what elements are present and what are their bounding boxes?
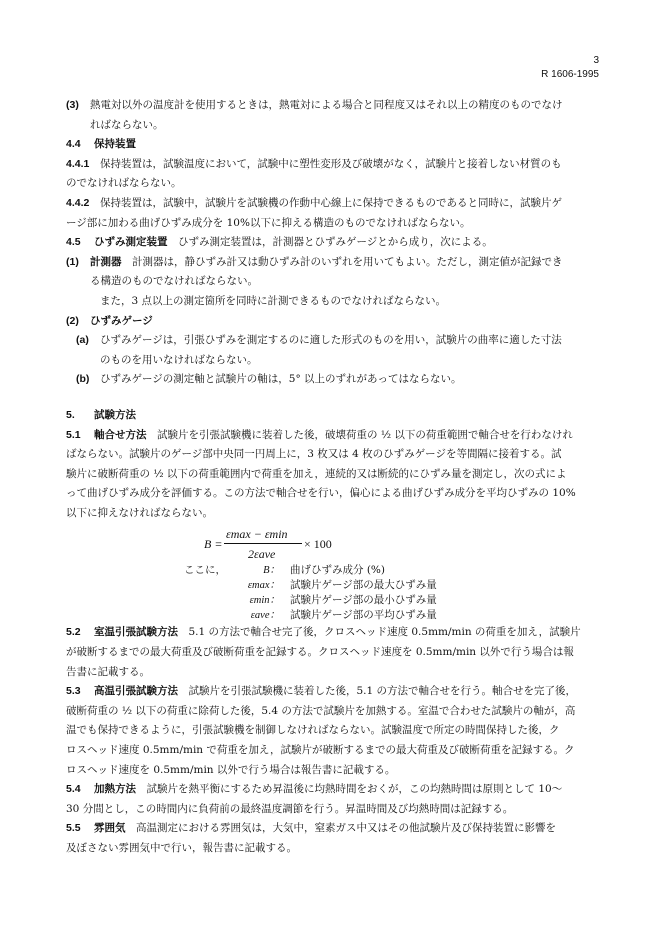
item-4-5-2-b: (b) ひずみゲージの測定軸と試験片の軸は，5° 以上のずれがあってはならない。 [76,373,462,386]
definition-row: εave： 試験片ゲージ部の平均ひずみ量 [250,609,437,622]
clause-5-4: 5.4 加熱方法 試験片を熱平衡にするため昇温後に均熱時間をおくが，この均熱時間は原則として 10〜 [66,783,563,796]
section-gap [66,390,594,406]
clause-4-4-1-cont: のでなければならない。 [66,177,182,190]
formula-multiplier: × 100 [304,537,332,552]
item-4-5-1-cont2: また，3 点以上の測定箇所を同時に計測できるものでなければならない。 [100,294,447,307]
clause-5-5: 5.5 雰囲気 高温測定における雰囲気は，大気中，窒素ガス中又はその他試験片及び保持装置に影響を [66,822,556,835]
item-4-5-2-a-cont: のものを用いなければならない。 [100,353,258,366]
clause-5-5-line2: 及ぼさない雰囲気中で行い，報告書に記載する。 [66,842,297,854]
page-number: 3 [593,55,599,66]
clause-5-1-line4: って曲げひずみ成分を評価する。この方法で軸合せを行い，偏心による曲げひずみ成分を平均ひずみの 10% [66,487,576,500]
item-3-cont: ればならない。 [90,118,164,131]
clause-4-4-1: 4.4.1 保持装置は，試験温度において，試験中に塑性変形及び破壊がなく，試験片と接着しない材質のも [66,157,562,170]
clause-5-2: 5.2 室温引張試験方法 5.1 の方法で軸合せ完了後，クロスヘッド速度 0.5mm/min の荷重を加え，試験片 [66,626,581,639]
clause-4-4-2-cont: ージ部に加わる曲げひずみ成分を 10%以下に抑える構造のものでなければならない。 [66,216,471,229]
clause-5-1: 5.1 軸合せ方法 試験片を引張試験機に装着した後，破壊荷重の ½ 以下の荷重範囲で軸合せを行わなけれ [66,428,573,441]
section-4-5-heading: 4.5 ひずみ測定装置 ひずみ測定装置は，計測器とひずみゲージとから成り，次による。 [66,236,493,249]
clause-5-4-line2: 30 分間とし，この時間内に負荷前の最終温度調節を行う。昇温時間及び均熱時間は記録する。 [66,802,514,815]
item-4-5-1-cont: る構造のものでなければならない。 [90,275,258,288]
document-code: R 1606-1995 [541,69,599,80]
clause-5-2-line2: が破断するまでの最大荷重及び破断荷重を記録する。クロスヘッド速度を 0.5mm/min 以外で行う場合は報 [66,646,574,659]
clause-5-3: 5.3 高温引張試験方法 試験片を引張試験機に装着した後，5.1 の方法で軸合せを行う。軸合せを完了後， [66,685,577,698]
definition-row: εmax： 試験片ゲージ部の最大ひずみ量 [247,579,437,592]
clause-5-3-line2: 破断荷重の ½ 以下の荷重に除荷した後，5.4 の方法で試験片を加熱する。室温で合わせた試験片の軸が，高 [66,704,576,717]
section-4-4-heading: 4.4 保持装置 [66,138,136,151]
definition-row: ここに， B： 曲げひずみ成分 (%) [184,564,386,577]
document-body [66,96,594,859]
item-4-5-1: (1) 計測器 計測器は，静ひずみ計又は動ひずみ計のいずれを用いてもよい。ただし，測定値が記録でき [66,255,563,268]
bending-strain-formula [204,523,594,563]
definition-row: εmin： 試験片ゲージ部の最小ひずみ量 [249,594,437,607]
clause-5-2-line3: 告書に記載する。 [66,665,150,678]
clause-4-4-2: 4.4.2 保持装置は，試験中，試験片を試験機の作動中心線上に保持できるものであると同時に，試験片ゲ [66,196,562,209]
item-3: (3) 熱電対以外の温度計を使用するときは，熱電対による場合と同程度又はそれ以上の精度のものでなけ [66,99,563,111]
item-4-5-2-a: (a) ひずみゲージは，引張ひずみを測定するのに適した形式のものを用い，試験片の曲率に適した寸法 [76,334,562,347]
page-header [541,54,599,82]
clause-5-3-line3: 温でも保持できるように，引張試験機を制御しなければならない。試験温度で所定の時間保持した後，ク [66,724,560,737]
formula-lhs: B = [204,537,223,552]
clause-5-3-line5: ロスヘッド速度を 0.5mm/min 以外で行う場合は報告書に記載する。 [66,763,396,776]
formula-definitions [184,563,594,623]
clause-5-1-line5: 以下に抑えなければならない。 [66,506,213,519]
definitions-intro: ここに， [184,564,226,577]
clause-5-1-line2: ばならない。試験片のゲージ部中央同一円周上に，3 枚又は 4 枚のひずみゲージを等間隔に接着する。試 [66,448,562,461]
clause-5-3-line4: ロスヘッド速度 0.5mm/min で荷重を加え，試験片が破断するまでの最大荷重及び破断荷重を記録する。ク [66,744,575,757]
fraction-bar [224,543,302,544]
section-5-heading: 5. 試験方法 [66,408,136,421]
formula-numerator: εmax − εmin [226,527,288,542]
formula-denominator: 2εave [248,547,276,562]
clause-5-1-line3: 験片に破断荷重の ½ 以下の荷重範囲内で荷重を加え，連続的又は断続的にひずみ量を測定し，次の式によ [66,467,567,480]
item-4-5-2: (2) ひずみゲージ [66,314,153,327]
